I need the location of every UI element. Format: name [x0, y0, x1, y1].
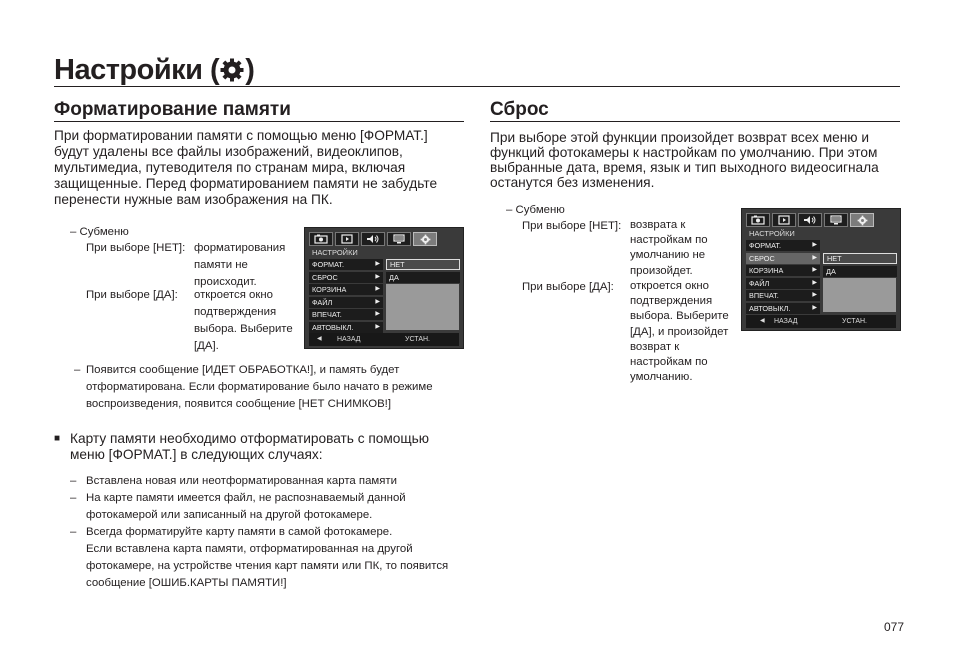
lcd-header: НАСТРОЙКИ	[312, 248, 358, 257]
format-opt-yes-label: При выборе [ДА]:	[86, 289, 178, 301]
reset-submenu-label: – Субменю	[506, 204, 565, 216]
reset-heading-rule	[490, 121, 900, 122]
format-heading-rule	[54, 121, 464, 122]
reset-opt-no-desc: возврата к настройкам по умолчанию не произойдет.	[630, 219, 708, 277]
lcd-tabs	[309, 232, 437, 246]
page-number: 077	[884, 620, 905, 634]
reset-heading: Сброс	[490, 99, 549, 120]
lcd-item-file[interactable]: ФАЙЛ ▶	[309, 297, 383, 308]
lcd-option-yes[interactable]: ДА	[823, 266, 897, 277]
back-arrow-icon[interactable]: ◀	[760, 318, 765, 324]
sound-icon	[798, 213, 822, 227]
format-note: Появится сообщение [ИДЕТ ОБРАБОТКА!], и память будет отформатирована. Если форматирование было начато в режиме воспроизведения, появится сообщение [НЕТ СНИМКОВ!]	[86, 364, 433, 410]
display-icon	[824, 213, 848, 227]
lcd-item-file[interactable]: ФАЙЛ ▶	[746, 278, 820, 289]
lcd-option-no[interactable]: НЕТ	[386, 259, 460, 270]
settings-gear-icon	[219, 57, 245, 83]
display-icon	[387, 232, 411, 246]
list-item: – Вставлена новая или неотформатированная карта памяти	[70, 475, 397, 487]
list-item: – Всегда форматируйте карту памяти в самой фотокамере. Если вставлена карта памяти, отформатированная на другой фотокамере, на устройстве чтения карт памяти или ПК, то появится сообщение [ОШИБ.КАРТЫ ПАМЯТИ!]	[70, 526, 449, 589]
lcd-item-format[interactable]: ФОРМАТ. ▶	[309, 259, 383, 270]
format-opt-no-desc: форматирования памяти не происходит.	[194, 242, 286, 288]
lcd-footer	[746, 315, 896, 328]
lcd-set-label: УСТАН.	[842, 318, 867, 325]
lcd-option-yes[interactable]: ДА	[386, 272, 460, 283]
list-item: – На карте памяти имеется файл, не распознаваемый данной фотокамерой или записанный на другой фотокамере.	[70, 492, 406, 521]
reset-opt-no-label: При выборе [НЕТ]:	[522, 220, 622, 232]
bullet-square-icon: ■	[54, 433, 61, 444]
lcd-option-no[interactable]: НЕТ	[823, 253, 897, 264]
lcd-item-imprint[interactable]: ВПЕЧАТ. ▶	[309, 309, 383, 320]
photo-mode-icon	[746, 213, 770, 227]
format-submenu-label: – Субменю	[70, 226, 129, 238]
lcd-item-trash[interactable]: КОРЗИНА ▶	[309, 284, 383, 295]
format-bullet: Карту памяти необходимо отформатировать с помощью меню [ФОРМАТ.] в следующих случаях:	[70, 431, 430, 462]
lcd-item-reset[interactable]: СБРОС ▶	[309, 272, 383, 283]
lcd-panel	[386, 284, 459, 330]
lcd-footer	[309, 333, 459, 346]
settings-icon	[850, 213, 874, 227]
format-paragraph: При форматировании памяти с помощью меню [ФОРМАТ.] будут удалены все файлы изображений, видеоклипов, мультимедиа, путеводителя по странам мира, включая защищенные. Перед форматированием памяти не забудьте перенести нужные вам изображения на ПК.	[54, 128, 438, 207]
lcd-menu-format	[304, 227, 464, 349]
note-dash: –	[74, 364, 81, 376]
lcd-tabs	[746, 213, 874, 227]
lcd-item-autooff[interactable]: АВТОВЫКЛ. ▶	[309, 322, 383, 333]
lcd-item-imprint[interactable]: ВПЕЧАТ. ▶	[746, 290, 820, 301]
sound-icon	[361, 232, 385, 246]
format-heading: Форматирование памяти	[54, 99, 291, 120]
lcd-panel	[823, 278, 896, 312]
reset-paragraph: При выборе этой функции произойдет возврат всех меню и функций фотокамеры к настройкам по умолчанию. При этом выбранные дата, время, язык и тип выходного видеосигнала останутся без изменения.	[490, 130, 879, 190]
format-opt-yes-desc: откроется окно подтверждения выбора. Выберите [ДА].	[194, 289, 293, 352]
playback-icon	[335, 232, 359, 246]
lcd-item-autooff[interactable]: АВТОВЫКЛ. ▶	[746, 303, 820, 314]
back-arrow-icon[interactable]: ◀	[317, 336, 322, 342]
photo-mode-icon	[309, 232, 333, 246]
format-cases	[70, 473, 470, 592]
lcd-menu-reset	[741, 208, 901, 331]
lcd-header: НАСТРОЙКИ	[749, 229, 795, 238]
lcd-item-reset[interactable]: СБРОС ▶	[746, 253, 820, 264]
lcd-item-format[interactable]: ФОРМАТ. ▶	[746, 240, 820, 251]
settings-icon	[413, 232, 437, 246]
lcd-back-label: НАЗАД	[774, 318, 798, 325]
lcd-item-trash[interactable]: КОРЗИНА ▶	[746, 265, 820, 276]
reset-opt-yes-desc: откроется окно подтверждения выбора. Выберите [ДА], и произойдет возврат к настройкам по умолчанию.	[630, 280, 729, 384]
title-rule	[54, 86, 900, 87]
format-opt-no-label: При выборе [НЕТ]:	[86, 242, 186, 254]
reset-opt-yes-label: При выборе [ДА]:	[522, 281, 614, 293]
page-title: Настройки ( )	[54, 54, 255, 86]
lcd-set-label: УСТАН.	[405, 336, 430, 343]
lcd-back-label: НАЗАД	[337, 336, 361, 343]
playback-icon	[772, 213, 796, 227]
